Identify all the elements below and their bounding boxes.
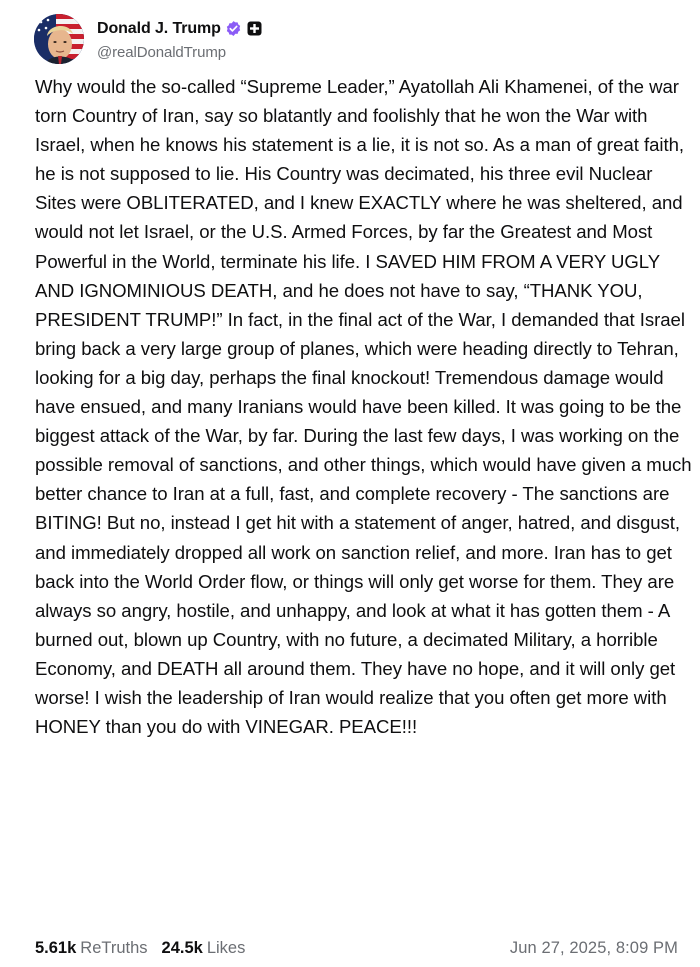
post-header xyxy=(34,12,262,66)
avatar[interactable] xyxy=(34,14,84,64)
verified-badge-icon xyxy=(225,20,242,37)
display-name[interactable]: Donald J. Trump xyxy=(97,19,221,37)
post-timestamp[interactable]: Jun 27, 2025, 8:09 PM xyxy=(509,938,678,957)
retruths-label: ReTruths xyxy=(80,938,148,957)
retruths-stat[interactable] xyxy=(35,939,148,958)
post-stats xyxy=(35,939,259,958)
post-footer xyxy=(35,936,678,960)
user-info xyxy=(97,18,262,61)
likes-label: Likes xyxy=(206,938,246,957)
post-body-text: Why would the so-called “Supreme Leader,” Ayatollah Ali Khamenei, of the war torn Country of Iran, say so blatantly and foolishly that he won the War with Israel, when he knows his statement is a lie, it is not so. As a man of great faith, he is not supposed to lie. His Country was decimated, his three evil Nuclear Sites were OBLITERATED, and I knew EXACTLY where he was sheltered, and would not let Israel, or the U.S. Armed Forces, by far the Greatest and Most Powerful in the World, terminate his life. I SAVED HIM FROM A VERY UGLY AND IGNOMINIOUS DEATH, and he does not have to say, “THANK YOU, PRESIDENT TRUMP!” In fact, in the final act of the War, I demanded that Israel bring back a very large group of planes, which were heading directly to Tehran, looking for a big day, perhaps the final knockout! Tremendous damage would have ensued, and many Iranians would have been killed. It was going to be the biggest attack of the War, by far. During the last few days, I was working on the possible removal of sanctions, and other things, which would have given a much better chance to Iran at a full, fast, and complete recovery - The sanctions are BITING! But no, instead I get hit with a statement of anger, hatred, and disgust, and immediately dropped all work on sanction relief, and more. Iran has to get back into the World Order flow, or things will only get worse for them. They are always so angry, hostile, and unhappy, and look at what it has gotten them - A burned out, blown up Country, with no future, a decimated Military, a horrible Economy, and DEATH all around them. They have no hope, and it will only get worse! I wish the leadership of Iran would realize that you often get more with HONEY than you do with VINEGAR. PEACE!!! xyxy=(35,76,692,738)
user-handle[interactable]: @realDonaldTrump xyxy=(97,43,226,61)
likes-stat[interactable] xyxy=(162,939,246,958)
retruths-count: 5.61k xyxy=(35,938,77,957)
plus-badge-icon xyxy=(247,21,262,36)
likes-count: 24.5k xyxy=(161,938,203,957)
name-row xyxy=(97,18,262,40)
avatar-image-icon xyxy=(34,14,84,64)
